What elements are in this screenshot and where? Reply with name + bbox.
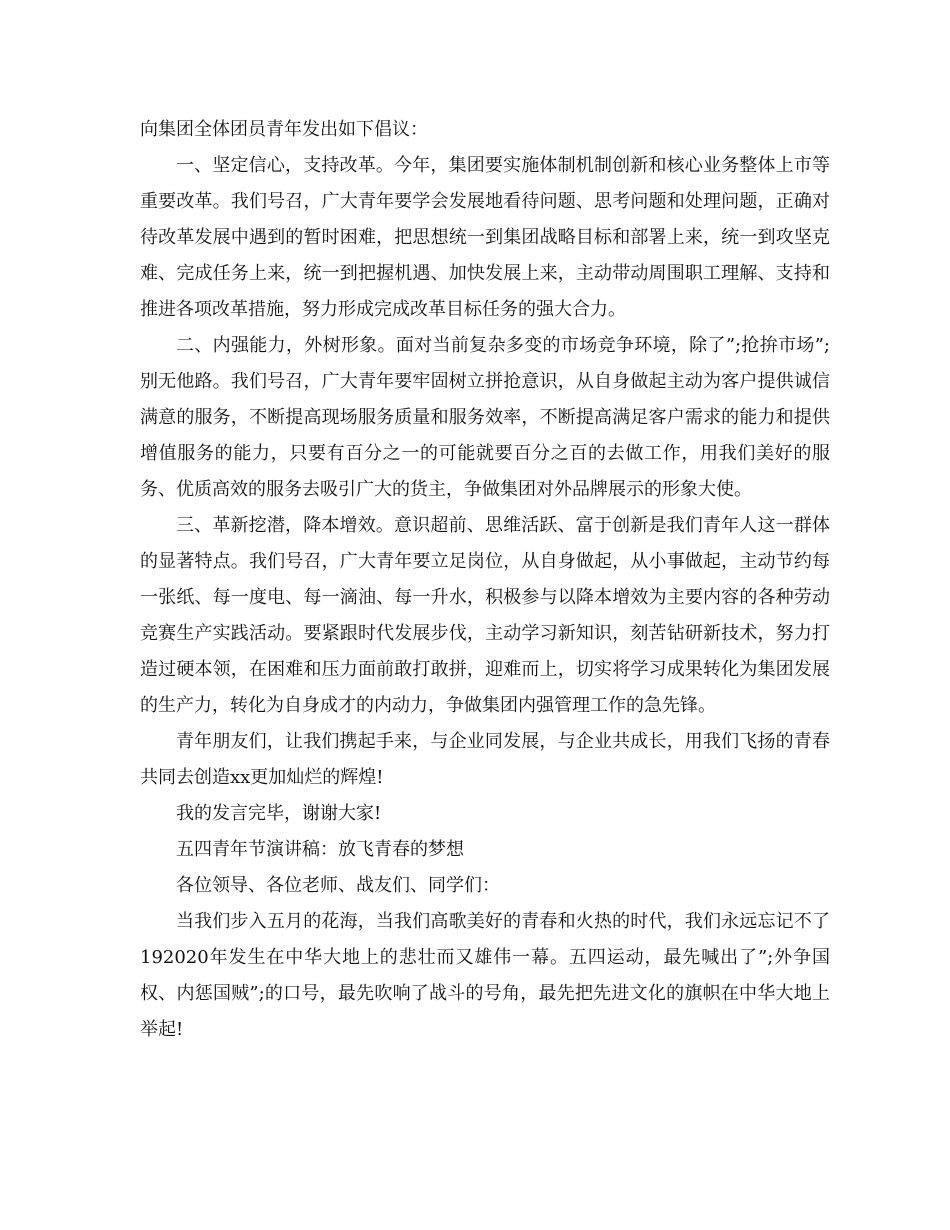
paragraph-point-three: 三、革新挖潜，降本增效。意识超前、思维活跃、富于创新是我们青年人这一群体的显著特点。我们号召，广大青年要立足岗位，从自身做起，从小事做起，主动节约每一张纸、每一度电、每一滴油、每一升水，积极参与以降本增效为主要内容的各种劳动竞赛生产实践活动。要紧跟时代发展步伐，主动学习新知识，刻苦钻研新技术，努力打造过硬本领，在困难和压力面前敢打敢拼，迎难而上，切实将学习成果转化为集团发展的生产力，转化为自身成才的内动力，争做集团内强管理工作的急先锋。 <box>140 515 830 716</box>
paragraph-point-one: 一、坚定信心，支持改革。今年，集团要实施体制机制创新和核心业务整体上市等重要改革。我们号召，广大青年要学会发展地看待问题、思考问题和处理问题，正确对待改革发展中遇到的暂时困难，把思想统一到集团战略目标和部署上来，统一到攻坚克难、完成任务上来，统一到把握机遇、加快发展上来，主动带动周围职工理解、支持和推进各项改革措施，努力形成完成改革目标任务的强大合力。 <box>140 155 830 320</box>
paragraph-intro: 向集团全体团员青年发出如下倡议： <box>140 119 428 140</box>
paragraph-may-fourth: 当我们步入五月的花海，当我们高歌美好的青春和火热的时代，我们永远忘记不了192020年发生在中华大地上的悲壮而又雄伟一幕。五四运动，最先喊出了”;外争国权、内惩国贼”;的口号，最先吹响了战斗的号角，最先把先进文化的旗帜在中华大地上举起! <box>140 911 830 1040</box>
paragraph-point-two: 二、内强能力，外树形象。面对当前复杂多变的市场竞争环境，除了”;抢拚市场”;别无他路。我们号召，广大青年要牢固树立拼抢意识，从自身做起主动为客户提供诚信满意的服务，不断提高现场服务质量和服务效率，不断提高满足客户需求的能力和提供增值服务的能力，只要有百分之一的可能就要百分之百的去做工作，用我们美好的服务、优质高效的服务去吸引广大的货主，争做集团对外品牌展示的形象大使。 <box>140 335 830 500</box>
speech-title: 五四青年节演讲稿：放飞青春的梦想 <box>176 839 464 860</box>
paragraph-thanks: 我的发言完毕，谢谢大家! <box>176 803 382 824</box>
paragraph-closing-call: 青年朋友们，让我们携起手来，与企业同发展，与企业共成长，用我们飞扬的青春共同去创造xx更加灿烂的辉煌! <box>140 731 830 788</box>
speech-greeting: 各位领导、各位老师、战友们、同学们： <box>176 875 500 896</box>
